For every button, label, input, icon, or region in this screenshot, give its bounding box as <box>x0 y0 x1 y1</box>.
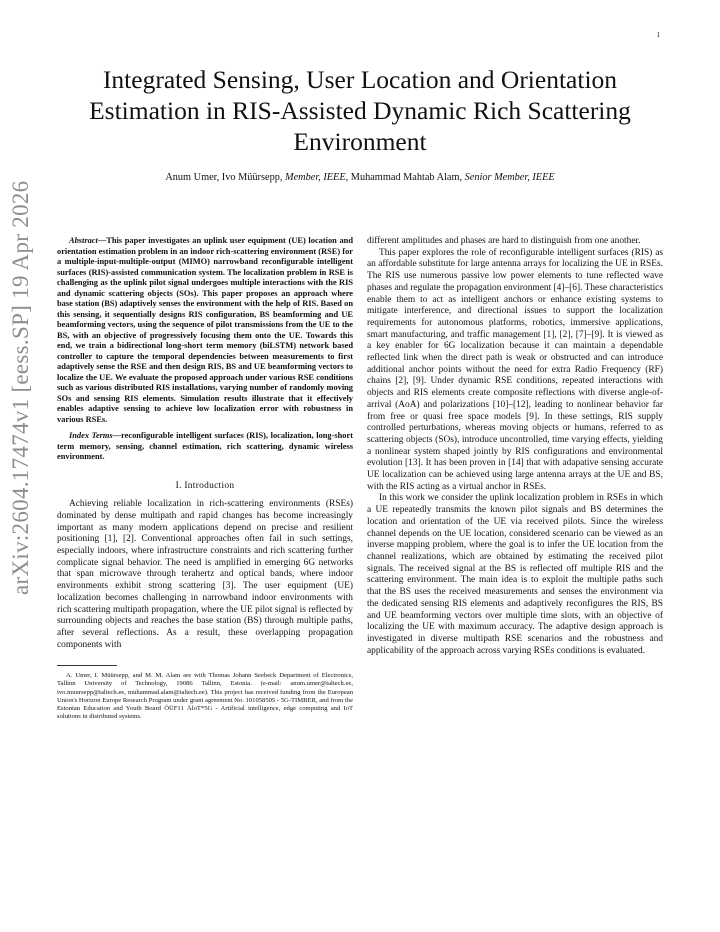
intro-paragraph-2: This paper explores the role of reconfigurable intelligent surfaces (RIS) as an affordable substitute for large antenna arrays for localizing the UE in RSEs. The RIS use numerous passive low power elements to tune reflected wave phases and regulate the propagation environment [4]–[6]. These characteristics enable them to act as intelligent anchors or enhance existing systems to mitigate interference, and directional issues to support the localization requirements for autonomous platforms, robotics, immersive applications, smart manufacturing, and traffic management [1], [2], [7]–[9]. It is viewed as a key enabler for 6G localization because it can maintain a dependable reflected link when the direct path is weak or obstructed and can introduce additional anchor points without the need for extra Radio Frequency (RF) chains [2], [9]. Under dynamic RSE conditions, repeated interactions with objects and RIS elements create composite reflections with diverse angle-of-arrival (AoA) and polarizations [10]–[12], leading to nonlinear behavior far from free or quasi free space models [9]. In these settings, RIS supply controlled perturbations, whereas moving objects or humans, referred to as scattering objects (SOs), introduce uncontrolled, time varying effects, yielding a nonlinear system shaped jointly by RIS configurations and environmental evolution [13]. It has been proven in [14] that with adapative sensing accurate UE localization can be achieved using large antenna arrays at the UE and BS, with the RIS acting as a virtual anchor in RSEs. <box>367 247 663 492</box>
author-role-member: Member, IEEE <box>285 172 346 183</box>
author-names-2: , Muhammad Mahtab Alam, <box>345 172 465 183</box>
abstract <box>57 236 353 425</box>
right-column <box>367 236 663 657</box>
section-heading-introduction: I. Introduction <box>175 480 235 491</box>
index-terms-text: —reconfigurable intelligent surfaces (RIS), localization, long-short term memory, sensing, channel estimation, rich scattering, dynamic wireless environment. <box>57 431 354 461</box>
intro-paragraph-1: Achieving reliable localization in rich-scattering environments (RSEs) dominated by dense multipath and rapid changes has become increasingly important as many modern applications depend on precise and resilient positioning [1], [2]. Conventional approaches often fail in such settings, especially indoors, where infrastructure constraints and rich scattering further complicate signal behavior. The need is amplified in emerging 6G networks that span microwave through terahertz and optical bands, where indoor environments exhibit strong scattering [3]. The user equipment (UE) localization becomes challenging in narrowband indoor environments with rich scattering multipath propagation, where the UE pilot signal is reflected by surrounding objects and reaches the base station (BS) through multiple paths, after several reflections. As a result, these overlapping propagation components with <box>57 499 353 650</box>
left-column <box>57 236 353 721</box>
footnote-divider <box>57 665 117 666</box>
author-role-senior-member: Senior Member, IEEE <box>464 172 555 183</box>
intro-paragraph-3: In this work we consider the uplink localization problem in RSEs in which a UE repeatedly transmits the known pilot signals and BS determines the location and orientation of the UE via received pilots. Since the wireless channel depends on the UE location, considered scenario can be viewed as an inverse mapping problem, where the goal is to infer the UE location from the channel realizations, which are obtained by estimating the received pilot signals. The received signal at the BS is reflected off multiple RIS and the scattering environment. The main idea is to exploit the multiple paths such that the BS uses the received measurements and senses the environment via the dedicated sensing RIS elements and adaptively reconfigures the RIS, BS and UE beamforming vectors over multiple time slots, with an objective of localizing the UE with maximum accuracy. The adaptive design approach is investigated in diverse multipath RSE scenarios and the robustness and applicability of the approach across varying RSEs conditions is evaluated. <box>367 493 663 656</box>
abstract-lead: Abstract <box>69 236 98 245</box>
page-number: 1 <box>656 31 660 39</box>
index-terms-lead: Index Terms <box>69 431 113 440</box>
paper-title: Integrated Sensing, User Location and Orientation Estimation in RIS-Assisted Dynamic Rich Scattering Environment <box>89 65 631 156</box>
author-names-1: Anum Umer, Ivo Müürsepp, <box>165 172 286 183</box>
author-footnote: A. Umer, I. Müürsepp, and M. M. Alam are with Thomas Johann Seebeck Department of Electronics, Tallinn University of Technology, 19086 Tallinn, Estonia. (e-mail: anum.umer@taltech.ee, ivo.muursepp@taltech.ee, muhammad.alam@taltech.ee). This project has received funding from the European Union's Horizon Europe Research Program under grant agreement No. 101058505 - 5G-TIMBER, and from the Estonian Education and Youth Board ÕÜF11 ÄloT*5G - Artificial intelligence, edge computing and IoT solutions in distributed systems. <box>57 672 353 720</box>
arxiv-identifier: arXiv:2604.17474v1 [eess.SP] 19 Apr 2026 <box>8 180 33 595</box>
index-terms <box>57 431 353 463</box>
author-list <box>70 172 650 183</box>
abstract-text: —This paper investigates an uplink user equipment (UE) location and orientation estimation problem in an indoor rich-scattering environment (RSE) for a multiple-input-multiple-output (MIMO) narrowband reconfigurable intelligent surfaces (RIS)-assisted communication system. The localization problem in RSE is challenging as the uplink pilot signal undergoes multiple interactions with the RIS and dynamic scattering objects (SOs). This paper proposes an approach where base station (BS) adaptively senses the environment with the help of RIS. Based on this sensing, it sequentially designs RIS configuration, BS beamforming and UE beamforming vectors, using the sequence of pilot transmissions from the UE to the BS, with an objective of progressively focusing them onto the UE. Towards this end, we train a bidirectional long-short term memory (biLSTM) network based controller to capture the temporal dependencies between measurements to first adaptively sense the RSE and then design RIS, BS and UE beamforming vectors to localize the UE. We evaluate the proposed approach under various RSE conditions such as various distributed RIS installations, varying number of randomly moving SOs and sensing RIS elements. Simulation results illustrate that it effectively enables adaptive sensing to achieve low localization error with robustness in various RSEs. <box>57 236 353 424</box>
intro-paragraph-1-continued: different amplitudes and phases are hard to distinguish from one another. <box>367 236 641 246</box>
